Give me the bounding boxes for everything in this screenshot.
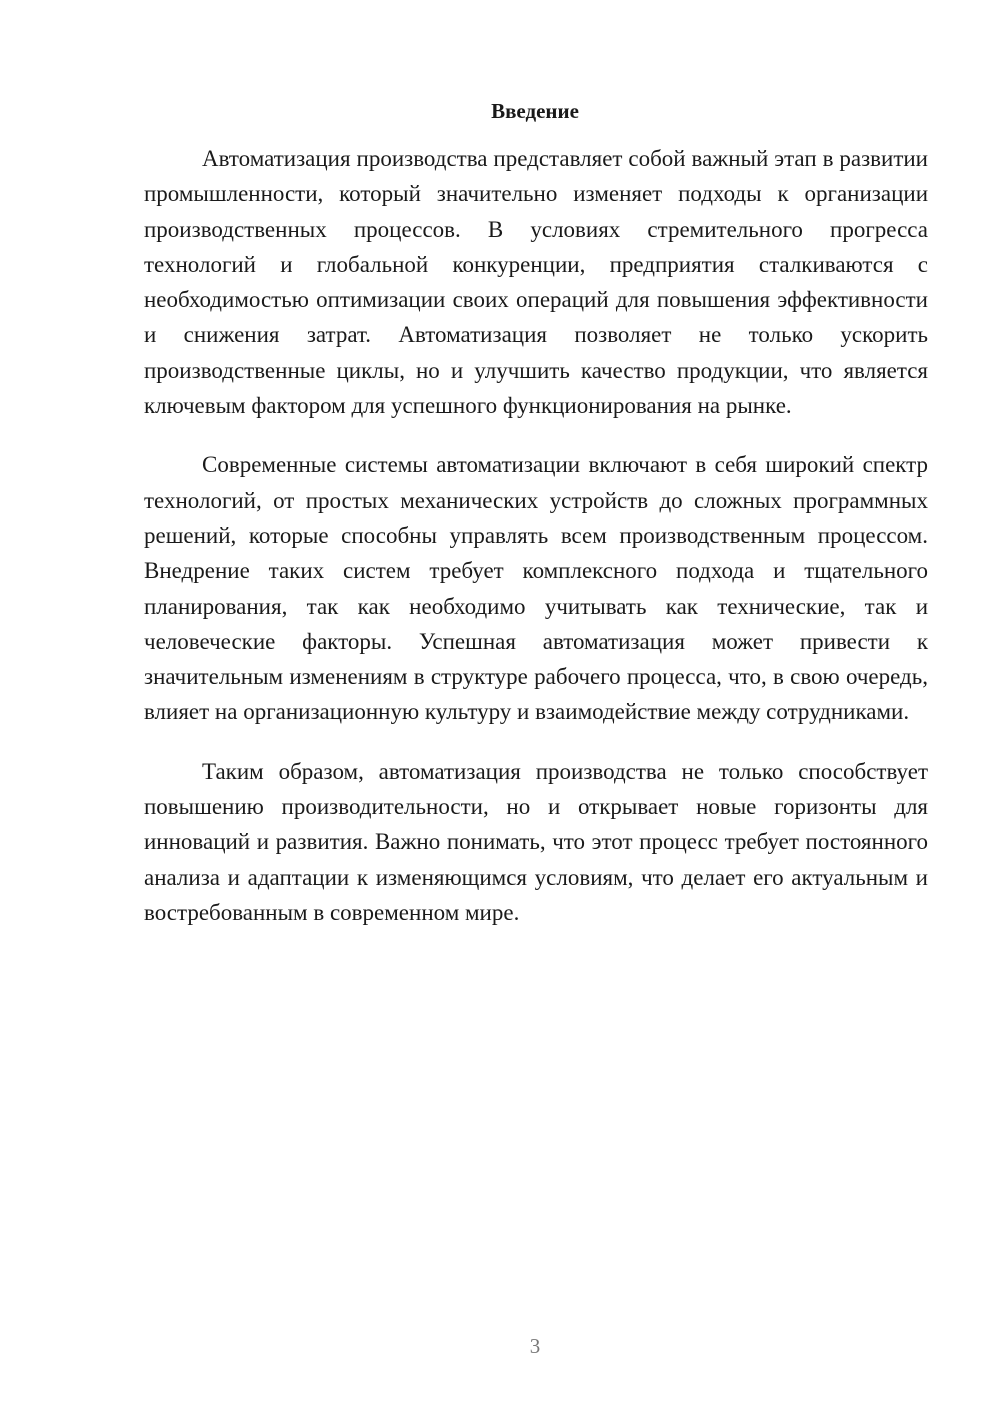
paragraph-2: Современные системы автоматизации включают в себя широкий спектр технологий, от простых механических устройств до сложных программных решений, которые способны управлять всем производственным процессом. Внедрение таких систем требует комплексного подхода и тщательного планирования, так как необходимо учитывать как технические, так и человеческие факторы. Успешная автоматизация может привести к значительным изменениям в структуре рабочего процесса, что, в свою очередь, влияет на организационную культуру и взаимодействие между сотрудниками. — [144, 452, 928, 725]
paragraph-1: Автоматизация производства представляет собой важный этап в развитии промышленности, который значительно изменяет подходы к организации производственных процессов. В условиях стремительного прогресса технологий и глобальной конкуренции, предприятия сталкиваются с необходимостью оптимизации своих операций для повышения эффективности и снижения затрат. Автоматизация позволяет не только ускорить производственные циклы, но и улучшить качество продукции, что является ключевым фактором для успешного функционирования на рынке. — [144, 146, 928, 419]
body-text — [144, 141, 928, 930]
page-number: 3 — [529, 1334, 541, 1358]
section-heading: Введение — [491, 99, 579, 123]
paragraph-3: Таким образом, автоматизация производства не только способствует повышению производительности, но и открывает новые горизонты для инноваций и развития. Важно понимать, что этот процесс требует постоянного анализа и адаптации к изменяющимся условиям, что делает его актуальным и востребованным в современном мире. — [144, 758, 928, 925]
